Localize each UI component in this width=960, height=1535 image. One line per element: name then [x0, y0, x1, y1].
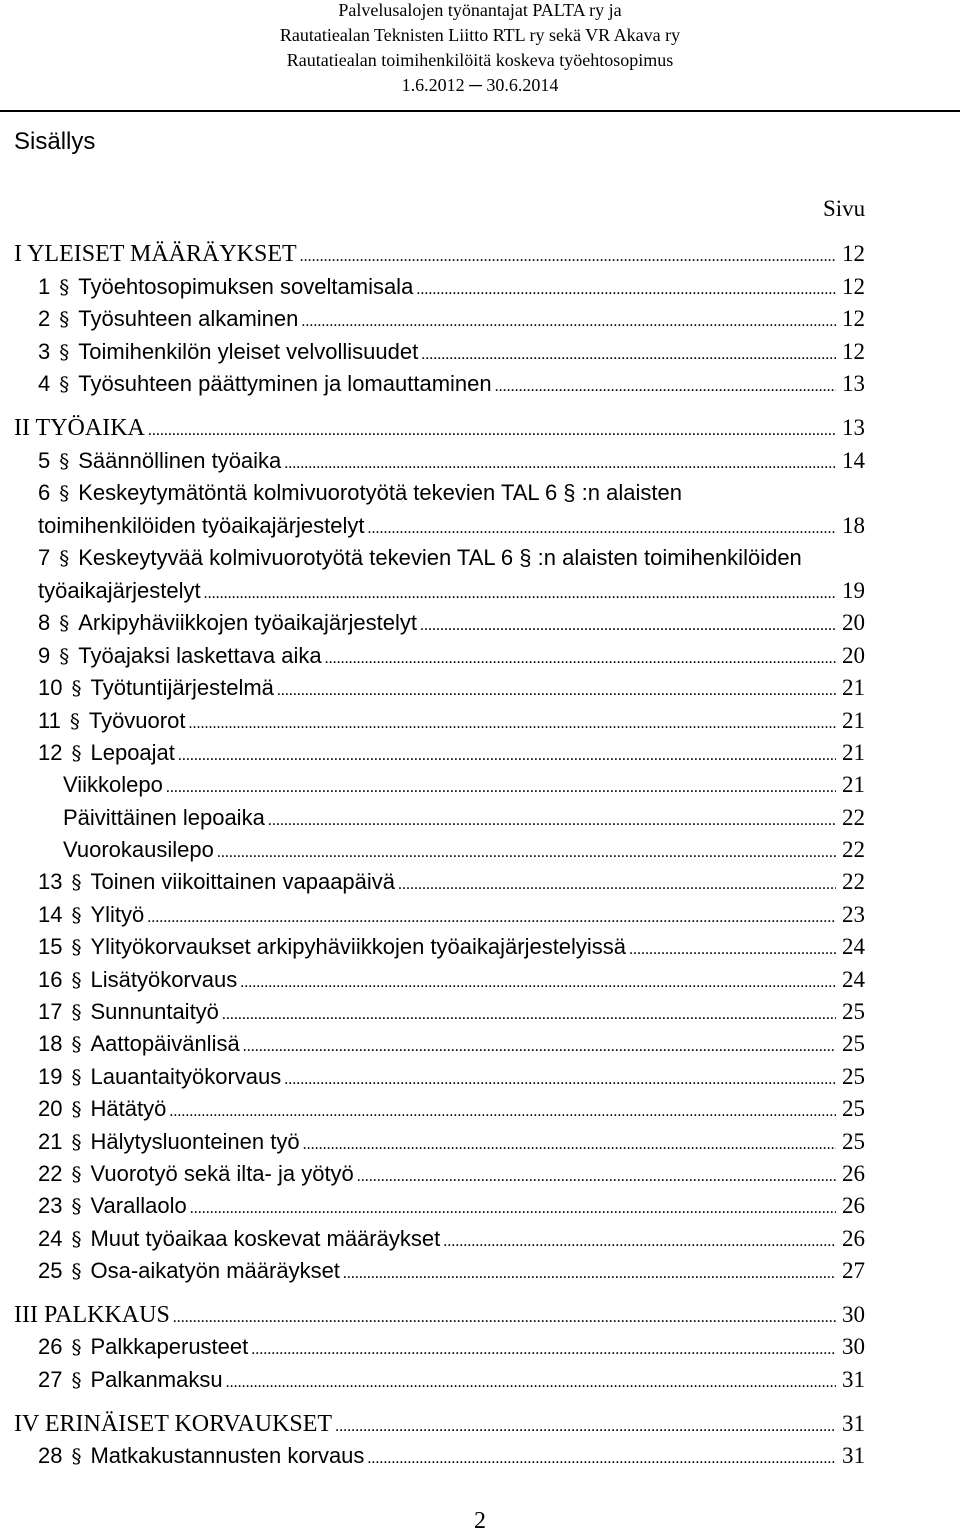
- toc-page-number: 20: [842, 643, 865, 668]
- chapter-title: III PALKKAUS: [14, 1302, 170, 1328]
- section-title: Arkipyhäviikkojen työaikajärjestelyt: [78, 610, 417, 635]
- section-number: 17: [38, 999, 63, 1024]
- section-title: Työvuorot: [88, 708, 186, 733]
- section-title: Muut työaikaa koskevat määräykset: [90, 1226, 441, 1251]
- header-line-1: Palvelusalojen työnantajat PALTA ry ja: [338, 0, 622, 20]
- toc-entry-label: [38, 899, 145, 931]
- section-title: Lauantaityökorvaus: [90, 1064, 282, 1089]
- dot-leader: [368, 510, 837, 542]
- toc-page-number: 13: [842, 415, 865, 440]
- toc-entry[interactable]: [0, 445, 960, 477]
- dot-leader: [421, 336, 836, 368]
- toc-entry[interactable]: [0, 607, 960, 639]
- dot-leader: [398, 866, 836, 898]
- toc-page-number: 25: [842, 1031, 865, 1056]
- dot-leader: [357, 1158, 836, 1190]
- toc-page-number: 21: [842, 740, 865, 765]
- toc-entry[interactable]: [0, 1440, 960, 1472]
- document-header: [0, 0, 960, 98]
- section-title: Aattopäivänlisä: [90, 1031, 240, 1056]
- toc-entry-label: [38, 1061, 282, 1093]
- dot-leader: [343, 1255, 836, 1287]
- dot-leader: [284, 1061, 836, 1093]
- entry-title: toimihenkilöiden työaikajärjestelyt: [38, 513, 365, 538]
- section-sign-icon: §: [71, 741, 82, 765]
- toc-page-number: 18: [842, 513, 865, 538]
- toc-page-number: 31: [842, 1367, 865, 1392]
- section-title: Hätätyö: [90, 1096, 167, 1121]
- entry-title: Päivittäinen lepoaika: [63, 805, 265, 830]
- toc-entry-label: [38, 1093, 167, 1125]
- dot-leader: [204, 575, 836, 607]
- section-sign-icon: §: [71, 1444, 82, 1468]
- entry-title: Viikkolepo: [63, 772, 163, 797]
- toc-page-number: 31: [842, 1411, 865, 1436]
- toc-page-number: 13: [842, 371, 865, 396]
- toc-entry-label: [38, 1255, 341, 1287]
- section-number: 5: [38, 448, 51, 473]
- section-title: Lisätyökorvaus: [90, 967, 238, 992]
- toc-entry-label: [38, 866, 396, 898]
- dot-leader: [303, 1126, 836, 1158]
- toc-page-number: 26: [842, 1161, 865, 1186]
- section-sign-icon: §: [71, 903, 82, 927]
- section-title: Työsuhteen alkaminen: [78, 306, 299, 331]
- toc-page-number: 20: [842, 610, 865, 635]
- toc-page-number: 12: [842, 339, 865, 364]
- section-number: 24: [38, 1226, 63, 1251]
- toc-entry-label: [38, 575, 202, 607]
- dot-leader: [243, 1028, 836, 1060]
- toc-entry[interactable]: [0, 477, 960, 509]
- toc-page-number: 12: [842, 241, 865, 266]
- section-number: 12: [38, 740, 63, 765]
- dot-leader: [240, 964, 836, 996]
- toc-entry[interactable]: [0, 1190, 960, 1222]
- toc-entry[interactable]: [0, 271, 960, 303]
- toc-entry-label: [14, 1408, 333, 1440]
- toc-entry-label: [38, 931, 627, 963]
- toc-entry-label: [38, 336, 419, 368]
- dot-leader: [420, 607, 836, 639]
- section-sign-icon: §: [71, 1000, 82, 1024]
- toc-page-number: 12: [842, 274, 865, 299]
- section-number: 23: [38, 1193, 63, 1218]
- dot-leader: [222, 996, 836, 1028]
- toc-entry-label: [38, 964, 238, 996]
- toc-page-number: 26: [842, 1193, 865, 1218]
- toc-entry[interactable]: [0, 802, 960, 834]
- toc-page-number: 22: [842, 837, 865, 862]
- chapter-title: II TYÖAIKA: [14, 415, 145, 441]
- toc-page-number: 22: [842, 805, 865, 830]
- section-number: 28: [38, 1443, 63, 1468]
- section-sign-icon: §: [71, 1194, 82, 1218]
- toc-entry-label: [38, 1028, 241, 1060]
- toc-entry-label: [63, 769, 164, 801]
- toc-entry[interactable]: [0, 368, 960, 400]
- toc-entry-label: [38, 1126, 301, 1158]
- section-sign-icon: §: [59, 275, 70, 299]
- section-sign-icon: §: [59, 481, 70, 505]
- header-line-2: Rautatiealan Teknisten Liitto RTL ry sekä VR Akava ry: [279, 25, 681, 45]
- toc-entry[interactable]: [0, 1223, 960, 1255]
- section-number: 21: [38, 1129, 63, 1154]
- section-title: Vuorotyö sekä ilta- ja yötyö: [90, 1161, 354, 1186]
- section-number: 20: [38, 1096, 63, 1121]
- dot-leader: [495, 368, 836, 400]
- section-number: 7: [38, 545, 51, 570]
- toc-page-number: 27: [842, 1258, 865, 1283]
- dot-leader: [251, 1331, 836, 1363]
- section-number: 15: [38, 934, 63, 959]
- section-number: 13: [38, 869, 63, 894]
- section-title: Työajaksi laskettava aika: [78, 643, 322, 668]
- toc-entry[interactable]: [0, 931, 960, 963]
- toc-entry[interactable]: [0, 866, 960, 898]
- section-number: 27: [38, 1367, 63, 1392]
- dot-leader: [173, 1299, 836, 1331]
- section-sign-icon: §: [71, 870, 82, 894]
- toc-entry[interactable]: [0, 899, 960, 931]
- toc-entry-label: [38, 445, 282, 477]
- section-title: Toinen viikoittainen vapaapäivä: [90, 869, 396, 894]
- entry-title: työaikajärjestelyt: [38, 578, 201, 603]
- dot-leader: [188, 705, 836, 737]
- section-sign-icon: §: [59, 611, 70, 635]
- toc-entry[interactable]: [0, 1158, 960, 1190]
- page-column-label: Sivu: [823, 196, 866, 221]
- toc-entry[interactable]: [0, 303, 960, 335]
- page-number: 2: [474, 1508, 486, 1534]
- section-title: Työehtosopimuksen soveltamisala: [78, 274, 414, 299]
- toc-entry-label: [38, 368, 493, 400]
- toc-title: Sisällys: [14, 128, 96, 155]
- toc-entry[interactable]: [0, 238, 960, 270]
- toc-entry-label: [38, 737, 176, 769]
- toc-entry[interactable]: [0, 769, 960, 801]
- section-number: 14: [38, 902, 63, 927]
- section-number: 22: [38, 1161, 63, 1186]
- section-sign-icon: §: [71, 1065, 82, 1089]
- toc-page-number: 25: [842, 1129, 865, 1154]
- toc-entry-label: [63, 834, 215, 866]
- section-sign-icon: §: [59, 340, 70, 364]
- toc-entry-label: [38, 542, 803, 574]
- toc-page-number: 26: [842, 1226, 865, 1251]
- section-title: Sunnuntaityö: [90, 999, 219, 1024]
- toc-page-number: 23: [842, 902, 865, 927]
- toc-entry[interactable]: [0, 575, 960, 607]
- section-sign-icon: §: [71, 1097, 82, 1121]
- section-title: Hälytysluonteinen työ: [90, 1129, 300, 1154]
- toc-entry-label: [38, 1331, 249, 1363]
- dot-leader: [166, 769, 836, 801]
- toc-entry[interactable]: [0, 737, 960, 769]
- toc-page-number: 25: [842, 1064, 865, 1089]
- section-sign-icon: §: [71, 1227, 82, 1251]
- section-sign-icon: §: [71, 935, 82, 959]
- section-number: 8: [38, 610, 51, 635]
- header-line-3: Rautatiealan toimihenkilöitä koskeva työehtosopimus: [286, 50, 674, 70]
- dot-leader: [301, 303, 836, 335]
- dot-leader: [277, 672, 836, 704]
- toc-entry-label: [38, 477, 683, 509]
- toc-page-number: 24: [842, 967, 865, 992]
- toc-entry[interactable]: [0, 834, 960, 866]
- toc-entry-label: [38, 1364, 224, 1396]
- section-title: Keskeytyvää kolmivuorotyötä tekevien TAL 6 § :n alaisten toimihenkilöiden: [78, 545, 802, 570]
- dot-leader: [190, 1190, 836, 1222]
- section-sign-icon: §: [71, 968, 82, 992]
- section-title: Ylityö: [90, 902, 145, 927]
- section-title: Työsuhteen päättyminen ja lomauttaminen: [78, 371, 492, 396]
- toc-page-number: 24: [842, 934, 865, 959]
- section-title: Palkkaperusteet: [90, 1334, 249, 1359]
- section-number: 9: [38, 643, 51, 668]
- dot-leader: [148, 412, 836, 444]
- section-sign-icon: §: [69, 709, 80, 733]
- section-number: 4: [38, 371, 51, 396]
- toc-entry[interactable]: [0, 1299, 960, 1331]
- toc-page-number: 19: [842, 578, 865, 603]
- toc-entry-label: [38, 1223, 441, 1255]
- dot-leader: [217, 834, 836, 866]
- toc-entry-label: [14, 1299, 171, 1331]
- toc-entry[interactable]: [0, 640, 960, 672]
- toc-entry[interactable]: [0, 1255, 960, 1287]
- dot-leader: [367, 1440, 836, 1472]
- section-number: 10: [38, 675, 63, 700]
- section-title: Osa-aikatyön määräykset: [90, 1258, 340, 1283]
- toc-entry[interactable]: [0, 964, 960, 996]
- section-title: Matkakustannusten korvaus: [90, 1443, 365, 1468]
- toc-entry-label: [38, 607, 418, 639]
- toc-entry[interactable]: [0, 1364, 960, 1396]
- section-number: 1: [38, 274, 51, 299]
- section-sign-icon: §: [71, 1259, 82, 1283]
- toc-page-number: 14: [842, 448, 865, 473]
- toc-page-number: 30: [842, 1334, 865, 1359]
- toc-entry-label: [14, 238, 298, 270]
- toc-entry[interactable]: [0, 1126, 960, 1158]
- toc-page-number: 21: [842, 772, 865, 797]
- section-number: 25: [38, 1258, 63, 1283]
- section-sign-icon: §: [71, 1368, 82, 1392]
- toc-entry-label: [38, 1158, 355, 1190]
- dot-leader: [169, 1093, 836, 1125]
- chapter-title: I YLEISET MÄÄRÄYKSET: [14, 241, 297, 267]
- section-title: Keskeytymätöntä kolmivuorotyötä tekevien TAL 6 § :n alaisten: [78, 480, 682, 505]
- section-title: Ylityökorvaukset arkipyhäviikkojen työaikajärjestelyissä: [90, 934, 627, 959]
- section-title: Työtuntijärjestelmä: [90, 675, 274, 700]
- toc-entry[interactable]: [0, 705, 960, 737]
- toc-entry-label: [38, 640, 323, 672]
- entry-title: Vuorokausilepo: [63, 837, 214, 862]
- dot-leader: [300, 238, 836, 270]
- section-sign-icon: §: [59, 372, 70, 396]
- chapter-title: IV ERINÄISET KORVAUKSET: [14, 1411, 333, 1437]
- section-number: 19: [38, 1064, 63, 1089]
- toc-page-number: 25: [842, 999, 865, 1024]
- section-sign-icon: §: [59, 546, 70, 570]
- section-number: 2: [38, 306, 51, 331]
- toc-entry[interactable]: [0, 1028, 960, 1060]
- toc-entry[interactable]: [0, 336, 960, 368]
- toc-entry[interactable]: [0, 1093, 960, 1125]
- toc-page-number: 21: [842, 675, 865, 700]
- section-title: Palkanmaksu: [90, 1367, 223, 1392]
- section-number: 3: [38, 339, 51, 364]
- section-title: Varallaolo: [90, 1193, 187, 1218]
- toc-entry[interactable]: [0, 542, 960, 574]
- dot-leader: [284, 445, 836, 477]
- dot-leader: [268, 802, 836, 834]
- section-sign-icon: §: [71, 1130, 82, 1154]
- section-sign-icon: §: [59, 644, 70, 668]
- toc-entry[interactable]: [0, 1061, 960, 1093]
- toc-entry-label: [14, 412, 146, 444]
- dot-leader: [325, 640, 836, 672]
- section-sign-icon: §: [71, 1335, 82, 1359]
- toc-page-number: 30: [842, 1302, 865, 1327]
- toc-entry-label: [38, 1440, 365, 1472]
- section-number: 18: [38, 1031, 63, 1056]
- toc-entry-label: [38, 510, 366, 542]
- header-divider: [0, 110, 960, 112]
- toc-entry[interactable]: [0, 1331, 960, 1363]
- toc-entry-label: [63, 802, 266, 834]
- dot-leader: [147, 899, 836, 931]
- toc-page-number: 12: [842, 306, 865, 331]
- section-number: 6: [38, 480, 51, 505]
- toc-entry[interactable]: [0, 672, 960, 704]
- toc-entry-label: [38, 705, 186, 737]
- section-sign-icon: §: [71, 676, 82, 700]
- dot-leader: [178, 737, 836, 769]
- toc-entry-label: [38, 271, 414, 303]
- header-line-4: 1.6.2012 ─ 30.6.2014: [401, 75, 559, 95]
- toc-entry[interactable]: [0, 996, 960, 1028]
- toc-entry-label: [38, 303, 299, 335]
- toc-entry-label: [38, 1190, 188, 1222]
- toc-entry[interactable]: [0, 412, 960, 444]
- section-number: 16: [38, 967, 63, 992]
- toc-entry[interactable]: [0, 510, 960, 542]
- toc-entry-label: [38, 996, 220, 1028]
- section-title: Toimihenkilön yleiset velvollisuudet: [78, 339, 419, 364]
- toc-page-number: 25: [842, 1096, 865, 1121]
- toc-entry-label: [38, 672, 275, 704]
- dot-leader: [416, 271, 836, 303]
- section-title: Säännöllinen työaika: [78, 448, 282, 473]
- section-number: 26: [38, 1334, 63, 1359]
- toc-entry[interactable]: [0, 1408, 960, 1440]
- section-sign-icon: §: [59, 307, 70, 331]
- section-title: Lepoajat: [90, 740, 175, 765]
- toc-page-number: 22: [842, 869, 865, 894]
- dot-leader: [335, 1408, 836, 1440]
- dot-leader: [629, 931, 836, 963]
- dot-leader: [226, 1364, 836, 1396]
- toc-page-number: 21: [842, 708, 865, 733]
- section-sign-icon: §: [71, 1032, 82, 1056]
- dot-leader: [443, 1223, 836, 1255]
- toc-page-number: 31: [842, 1443, 865, 1468]
- section-number: 11: [38, 708, 61, 733]
- section-sign-icon: §: [71, 1162, 82, 1186]
- section-sign-icon: §: [59, 449, 70, 473]
